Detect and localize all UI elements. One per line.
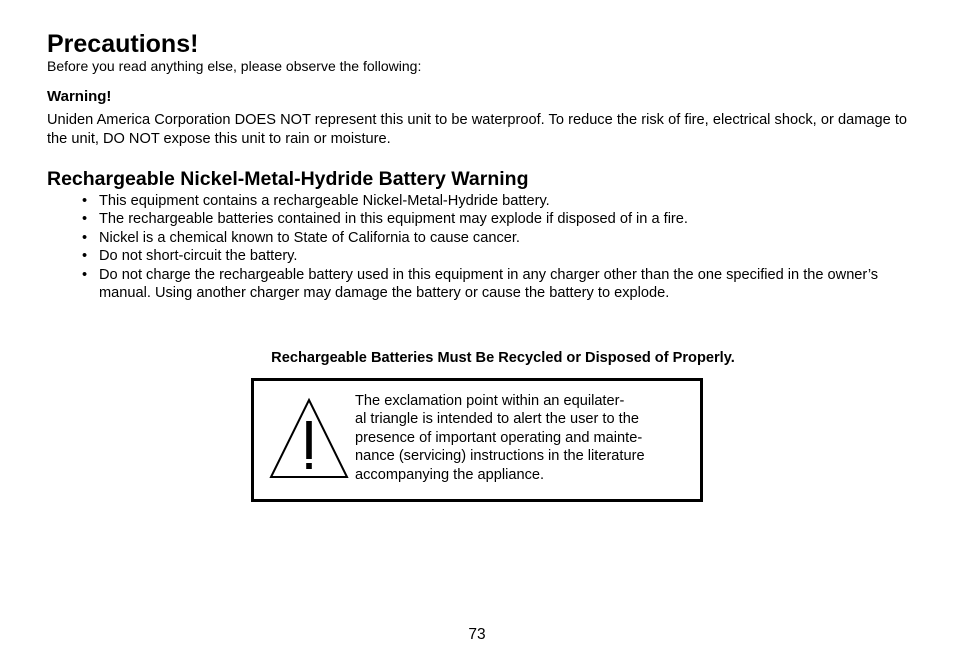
list-item-text: Do not charge the rechargeable battery used in this equipment in any charger other than the one specified in the owner’s manual. Using another charger may damage the battery or cause the battery to explode. bbox=[99, 266, 879, 302]
list-item-text: Nickel is a chemical known to State of California to cause cancer. bbox=[99, 229, 520, 246]
warning-body: Uniden America Corporation DOES NOT represent this unit to be waterproof. To reduce the risk of fire, electrical shock, or damage to the unit, DO NOT expose this unit to rain or moisture. bbox=[47, 112, 907, 147]
bullet-icon: • bbox=[82, 193, 88, 209]
bullet-icon: • bbox=[82, 211, 88, 228]
exclamation-triangle-icon bbox=[268, 395, 350, 483]
list-item bbox=[82, 229, 907, 247]
intro-text: Before you read anything else, please observe the following: bbox=[47, 58, 422, 74]
bullet-icon: • bbox=[82, 248, 88, 265]
bullet-icon: • bbox=[82, 229, 88, 246]
recycle-note: Rechargeable Batteries Must Be Recycled or Disposed of Properly. bbox=[271, 350, 735, 366]
list-item bbox=[82, 210, 907, 228]
list-item-text: The rechargeable batteries contained in this equipment may explode if disposed of in a fire. bbox=[99, 211, 688, 228]
list-item bbox=[82, 266, 907, 303]
page-title: Precautions! bbox=[47, 30, 199, 58]
battery-warning-list bbox=[82, 192, 907, 302]
list-item-text: Do not short-circuit the battery. bbox=[99, 248, 298, 265]
list-item-text: This equipment contains a rechargeable Nickel-Metal-Hydride battery. bbox=[99, 193, 550, 209]
list-item bbox=[82, 192, 907, 210]
battery-warning-heading: Rechargeable Nickel-Metal-Hydride Battery Warning bbox=[47, 168, 529, 190]
notice-text: The exclamation point within an equilater- al triangle is intended to alert the user to the presence of important operating and mainte- nance (servicing) instructions in the literature accompanying the appliance. bbox=[355, 393, 645, 483]
page-number: 73 bbox=[468, 626, 486, 643]
bullet-icon: • bbox=[82, 266, 88, 283]
warning-heading: Warning! bbox=[47, 88, 112, 105]
caution-notice-box bbox=[251, 378, 703, 502]
list-item bbox=[82, 247, 907, 265]
